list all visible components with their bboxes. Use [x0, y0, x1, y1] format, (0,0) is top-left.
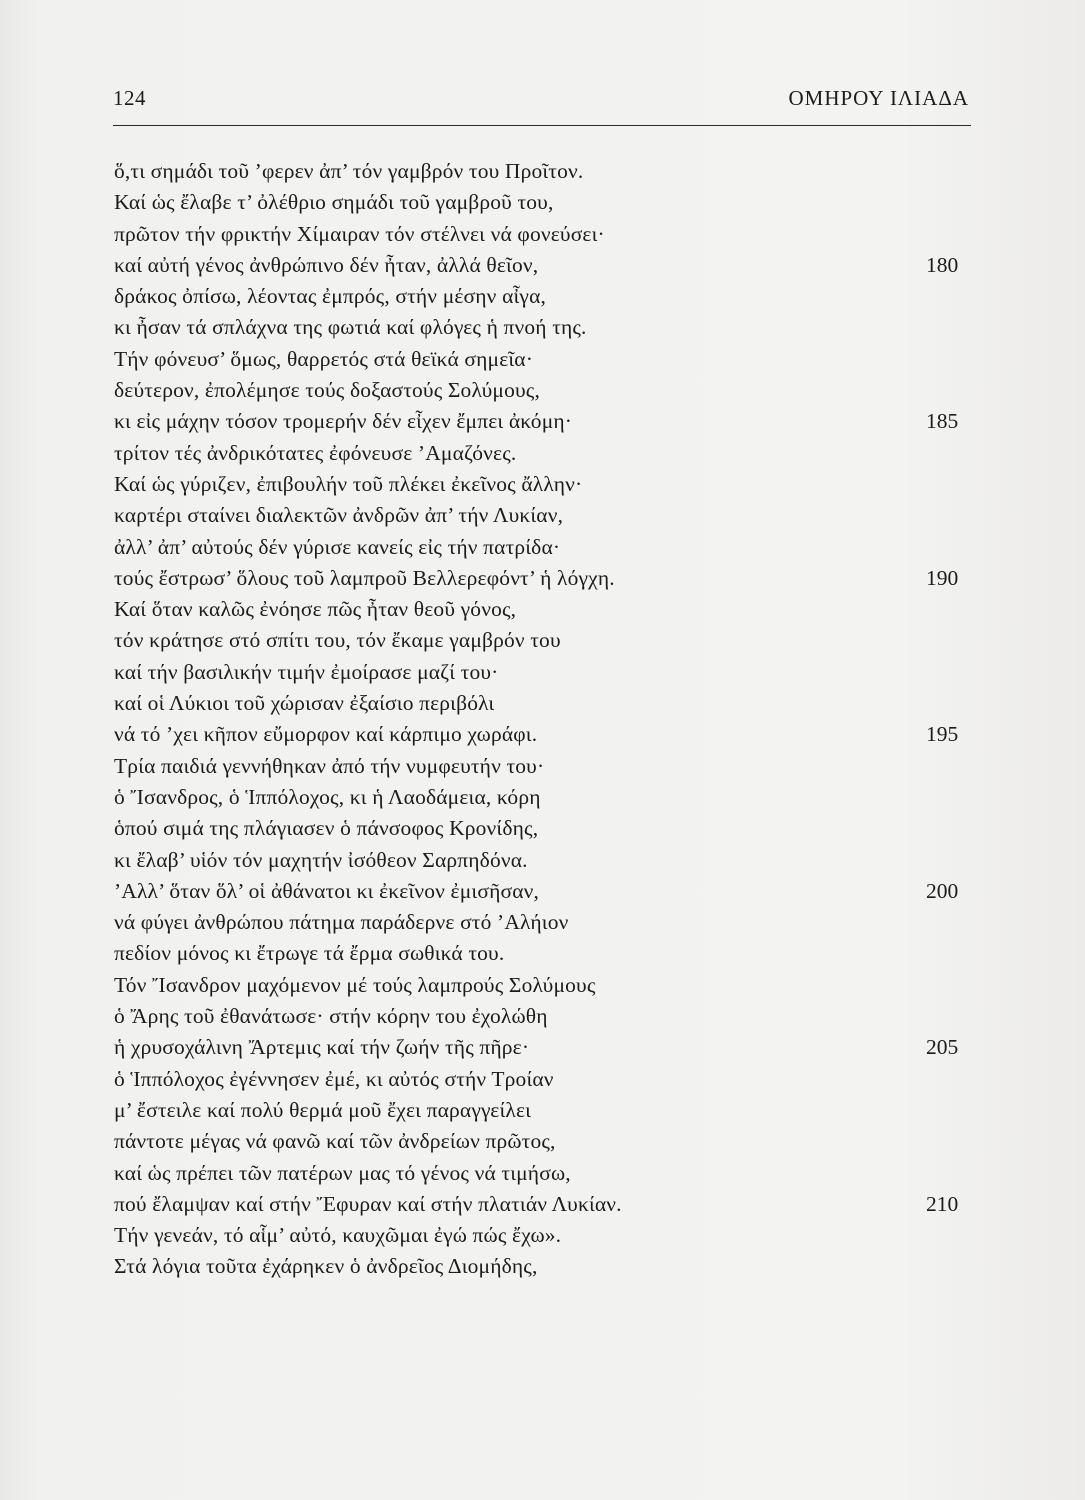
verse-line — [114, 312, 974, 343]
verse-text: μ’ ἔστειλε καί πολύ θερμά μοῦ ἔχει παραγγείλει — [114, 1097, 532, 1122]
verse-line — [114, 344, 974, 375]
verse-text: ἀλλ’ ἀπ’ αὐτούς δέν γύρισε κανείς εἰς τήν πατρίδα· — [114, 534, 561, 559]
verse-text: Τήν φόνευσ’ ὅμως, θαρρετός στά θεϊκά σημεῖα· — [114, 346, 534, 371]
verse-text: καί οἱ Λύκιοι τοῦ χώρισαν ἐξαίσιο περιβόλι — [114, 691, 495, 716]
verse-text: Στά λόγια τοῦτα ἐχάρηκεν ὁ ἀνδρεῖος Διομήδης, — [114, 1254, 538, 1279]
verse-text: τρίτον τές ἀνδρικότατες ἐφόνευσε ’Αμαζόνες. — [114, 440, 517, 465]
verse-line — [114, 1095, 974, 1126]
verse-line — [114, 719, 974, 750]
verse-line — [114, 1189, 974, 1220]
line-number: 210 — [926, 1191, 959, 1216]
verse-text: καί ὡς πρέπει τῶν πατέρων μας τό γένος νά τιμήσω, — [114, 1160, 571, 1185]
verse-text: Καί ὅταν καλῶς ἐνόησε πῶς ἦταν θεοῦ γόνος, — [114, 597, 517, 622]
verse-block — [114, 156, 974, 1283]
line-number: 185 — [926, 409, 959, 434]
verse-text: δεύτερον, ἐπολέμησε τούς δοξαστούς Σολύμους, — [114, 378, 540, 403]
verse-text: ὁπού σιμά της πλάγιασεν ὁ πάνσοφος Κρονίδης, — [114, 816, 539, 841]
verse-text: ὁ Ἴσανδρος, ὁ Ἱππόλοχος, κι ἡ Λαοδάμεια, κόρη — [114, 784, 541, 809]
verse-line — [114, 907, 974, 938]
verse-line — [114, 970, 974, 1001]
verse-line — [114, 1126, 974, 1157]
verse-line — [114, 563, 974, 594]
verse-line — [114, 657, 974, 688]
verse-line — [114, 1220, 974, 1251]
verse-line — [114, 375, 974, 406]
verse-text: τούς ἔστρωσ’ ὅλους τοῦ λαμπροῦ Βελλερεφόντ’ ἡ λόγχη. — [114, 565, 615, 590]
verse-text: Καί ὡς γύριζεν, ἐπιβουλήν τοῦ πλέκει ἐκεῖνος ἄλλην· — [114, 471, 583, 496]
verse-line — [114, 219, 974, 250]
verse-text: Τήν γενεάν, τό αἷμ’ αὐτό, καυχῶμαι ἐγώ πώς ἔχω». — [114, 1223, 562, 1248]
verse-line — [114, 281, 974, 312]
verse-line — [114, 1158, 974, 1189]
verse-line — [114, 625, 974, 656]
verse-text: καί τήν βασιλικήν τιμήν ἐμοίρασε μαζί του· — [114, 659, 499, 684]
verse-text: πρῶτον τήν φρικτήν Χίμαιραν τόν στέλνει νά φονεύσει· — [114, 221, 605, 246]
verse-text: δράκος ὀπίσω, λέοντας ἐμπρός, στήν μέσην αἶγα, — [114, 284, 547, 309]
verse-line — [114, 250, 974, 281]
verse-text: καί αὐτή γένος ἀνθρώπινο δέν ἦταν, ἀλλά θεῖον, — [114, 252, 539, 277]
verse-line — [114, 469, 974, 500]
verse-text: νά φύγει ἀνθρώπου πάτημα παράδερνε στό ’Αλήιον — [114, 910, 569, 935]
page-header — [113, 86, 973, 120]
verse-text: πού ἔλαμψαν καί στήν Ἔφυραν καί στήν πλατιάν Λυκίαν. — [114, 1191, 622, 1216]
verse-text: Τρία παιδιά γεννήθηκαν ἀπό τήν νυμφευτήν του· — [114, 753, 545, 778]
verse-text: ὁ Ἄρης τοῦ ἐθανάτωσε· στήν κόρην του ἐχολώθη — [114, 1004, 548, 1029]
verse-line — [114, 156, 974, 187]
verse-line — [114, 1251, 974, 1282]
verse-line — [114, 938, 974, 969]
verse-text: ὁ Ἱππόλοχος ἐγέννησεν ἐμέ, κι αὐτός στήν Τροίαν — [114, 1066, 554, 1091]
page-number: 124 — [113, 86, 146, 110]
header-rule — [113, 125, 971, 126]
verse-line — [114, 406, 974, 437]
verse-line — [114, 1032, 974, 1063]
line-number: 200 — [926, 878, 959, 903]
verse-text: κι ἦσαν τά σπλάχνα της φωτιά καί φλόγες ἡ πνοή της. — [114, 315, 587, 340]
verse-line — [114, 876, 974, 907]
verse-text: Καί ὡς ἔλαβε τ’ ὀλέθριο σημάδι τοῦ γαμβροῦ του, — [114, 190, 554, 215]
verse-text: ἡ χρυσοχάλινη Ἄρτεμις καί τήν ζωήν τῆς πῆρε· — [114, 1035, 530, 1060]
line-number: 195 — [926, 722, 959, 747]
verse-text: πεδίον μόνος κι ἔτρωγε τά ἔρμα σωθικά του. — [114, 941, 505, 966]
verse-text: ’Αλλ’ ὅταν ὅλ’ οἱ ἀθάνατοι κι ἐκεῖνον ἐμισῆσαν, — [114, 878, 540, 903]
verse-line — [114, 594, 974, 625]
verse-text: πάντοτε μέγας νά φανῶ καί τῶν ἀνδρείων πρῶτος, — [114, 1129, 556, 1154]
verse-line — [114, 187, 974, 218]
verse-line — [114, 1001, 974, 1032]
verse-line — [114, 845, 974, 876]
running-title: ΟΜΗΡΟΥ ΙΛΙΑΔΑ — [788, 86, 969, 110]
line-number: 190 — [926, 565, 959, 590]
verse-line — [114, 813, 974, 844]
verse-text: καρτέρι σταίνει διαλεκτῶν ἀνδρῶν ἀπ’ τήν Λυκίαν, — [114, 503, 564, 528]
line-number: 205 — [926, 1035, 959, 1060]
verse-line — [114, 782, 974, 813]
verse-text: κι ἔλαβ’ υἱόν τόν μαχητήν ἰσόθεον Σαρπηδόνα. — [114, 847, 528, 872]
verse-line — [114, 500, 974, 531]
verse-text: Τόν Ἴσανδρον μαχόμενον μέ τούς λαμπρούς Σολύμους — [114, 972, 596, 997]
verse-text: τόν κράτησε στό σπίτι του, τόν ἔκαμε γαμβρόν του — [114, 628, 561, 653]
verse-line — [114, 1064, 974, 1095]
verse-text: νά τό ’χει κῆπον εὔμορφον καί κάρπιμο χωράφι. — [114, 722, 538, 747]
verse-line — [114, 532, 974, 563]
line-number: 180 — [926, 252, 959, 277]
verse-line — [114, 751, 974, 782]
verse-text: ὅ,τι σημάδι τοῦ ’φερεν ἀπ’ τόν γαμβρόν του Προῖτον. — [114, 159, 584, 183]
verse-text: κι εἰς μάχην τόσον τρομερήν δέν εἶχεν ἔμπει ἀκόμη· — [114, 409, 573, 434]
verse-line — [114, 688, 974, 719]
verse-line — [114, 438, 974, 469]
